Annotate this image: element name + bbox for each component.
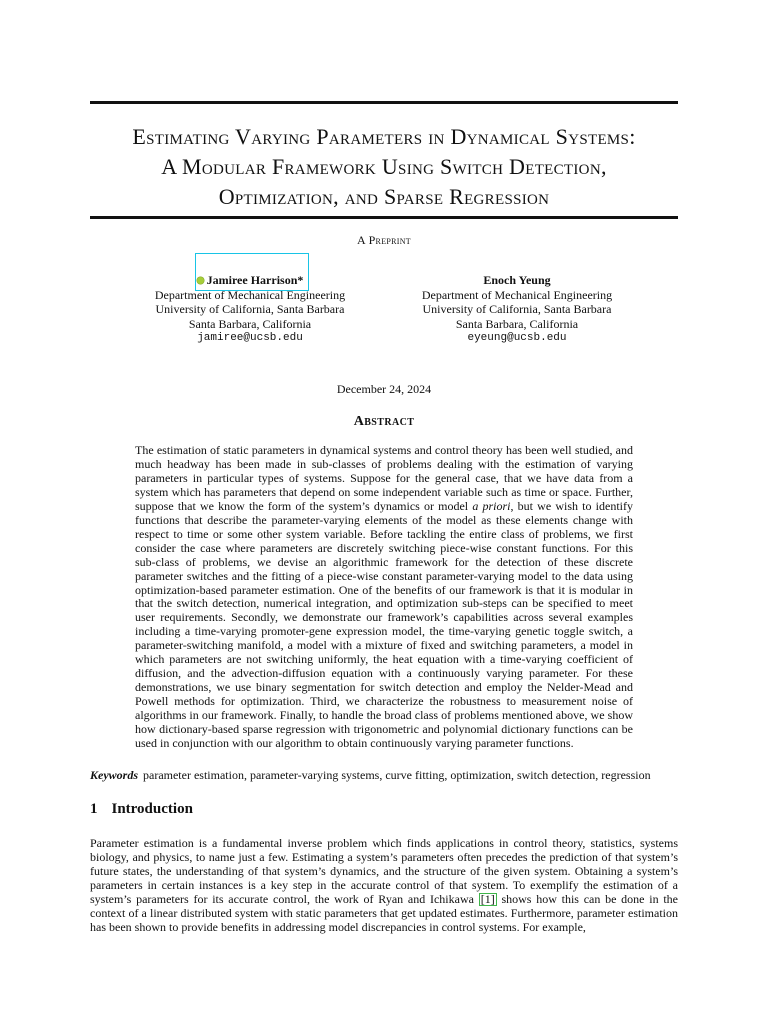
author-department: Department of Mechanical Engineering [154,287,346,302]
title-line-2: A Modular Framework Using Switch Detection, [161,154,607,179]
author-block-1 [120,273,380,346]
abstract-text-part-2: , but we wish to identify functions that describe the parameter-varying elements of the model as these elements change with respect to time or some other system variable. Before tackling the entire class of problems, we first consider the case where parameters are discretely switching piece-wise constant functions. For this sub-class of problems, we devise an algorithmic framework for the detection of these discrete parameter switches and the fitting of a piece-wise constant parameter-varying model to the data using optimization-based parameter estimation. One of the benefits of our framework is that it is modular in that the switch detection, numerical integration, and optimization sub-steps can be specified to meet user requirements. Secondly, we demonstrate our framework’s capabilities across several examples including a time-varying promoter-gene expression model, the time-varying genetic toggle switch, a parameter-switching manifold, a model with a mixture of fixed and switching parameters, a model in which parameters are not switching uniformly, the heat equation with a time-varying coefficient of diffusion, and the advection-diffusion equation with a continuously varying parameter. For these demonstrations, we use binary segmentation for switch detection and employ the Nelder-Mead and Powell methods for optimization. Third, we characterize the robustness to measurement noise of algorithms in our framework. Finally, to handle the broad class of problems mentioned above, we show how dictionary-based sparse regression with trigonometric and polynomial dictionary functions can be used in conjunction with our algorithm to obtain continuously varying parameter functions. [135,498,634,751]
top-rule [90,101,678,104]
abstract-heading: Abstract [353,414,415,429]
keywords [90,768,690,783]
author-institution: University of California, Santa Barbara [155,302,345,316]
bottom-rule [90,216,678,219]
title-line-3: Optimization, and Sparse Regression [218,184,550,209]
intro-paragraph [90,836,678,934]
author-name: Enoch Yeung [483,273,551,287]
preprint-label: A Preprint [356,233,411,247]
author-name[interactable]: Jamiree Harrison* [206,273,304,287]
intro-text-part-2: shows how this can be done in the context of a linear distributed system with static parameters that get updated estimates. Furthermore, parameter estimation has been shown to provide benefits in addressing model discrepancies in control systems. For example, [90,892,678,934]
keywords-label: Keywords [90,768,138,782]
abstract-body [135,444,633,751]
publication-date: December 24, 2024 [336,382,432,396]
author-location: Santa Barbara, California [188,316,312,331]
intro-text-part-1: Parameter estimation is a fundamental inverse problem which finds applications in control theory, statistics, systems biology, and physics, to name just a few. Estimating a system’s parameters often precedes the prediction of that system’s future states, the understanding of that system’s dynamics, and the structure of the given system. Obtaining a system’s parameters in certain instances is a key step in the accurate control of that system. To exemplify the estimation of a system’s parameters for its accurate control, the work of Ryan and Ichikawa [90,836,678,906]
title-line-1: Estimating Varying Parameters in Dynamical Systems: [132,124,636,149]
author-department: Department of Mechanical Engineering [421,287,613,302]
orcid-icon[interactable] [197,277,204,284]
author-institution: University of California, Santa Barbara [422,302,612,316]
section-number: 1 [90,801,98,817]
keywords-text: parameter estimation, parameter-varying systems, curve fitting, optimization, switch detection, regression [143,768,651,782]
section-title: Introduction [111,801,193,817]
citation-link[interactable]: [1] [480,892,495,906]
section-heading [90,801,193,818]
abstract-text-part-1: The estimation of static parameters in dynamical systems and control theory has been well studied, and much headway has been made in sub-classes of problems dealing with the estimation of varying parameters in particular types of systems. Suppose for the general case, that we have data from a system which has parameters that depend on some independent variable such as time or space. Further, suppose that we know the form of the system’s dynamics or model [135,443,633,513]
author-email[interactable]: jamiree@ucsb.edu [197,332,303,344]
paper-title [70,122,698,212]
author-email[interactable]: eyeung@ucsb.edu [467,332,567,344]
author-location: Santa Barbara, California [455,316,579,331]
author-block-2 [387,273,647,346]
abstract-italic-term: a priori [472,498,511,513]
